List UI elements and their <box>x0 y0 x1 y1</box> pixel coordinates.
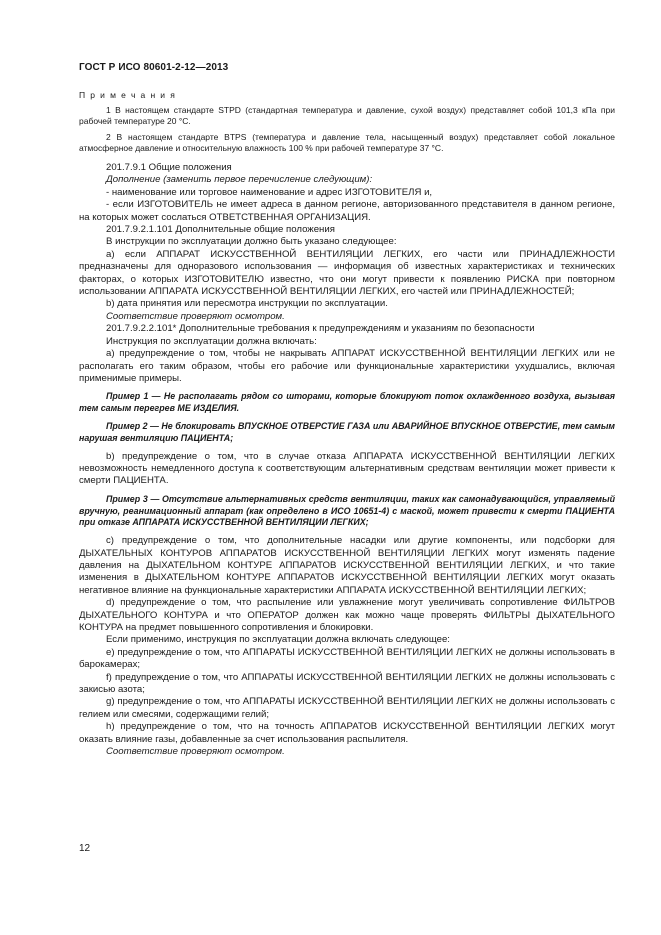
item-h-nebulizer-gases: h) предупреждение о том, что на точность АППАРАТОВ ИСКУССТВЕННОЙ ВЕНТИЛЯЦИИ ЛЕГКИХ могут оказать влияние газы, добавленные за счет использования распылителя. <box>79 721 615 745</box>
item-f-nitrous-oxide: f) предупреждение о том, что АППАРАТЫ ИСКУССТВЕННОЙ ВЕНТИЛЯЦИИ ЛЕГКИХ не должны использовать с закисью азота; <box>79 671 615 695</box>
instruction-intro: В инструкции по эксплуатации должно быть указано следующее: <box>106 236 397 248</box>
item-d-nebulization-warning: d) предупреждение о том, что распыление или увлажнение могут увеличивать сопротивление ФИЛЬТРОВ ДЫХАТЕЛЬНОГО КОНТУРА и что ОПЕРАТОР должен как можно чаще проверять ФИЛЬТРЫ ДЫХАТЕЛЬНОГО КОНТУРА на предмет повышенного сопротивления и блокировки. <box>79 597 615 633</box>
item-b-failure-warning: b) предупреждение о том, что в случае отказа АППАРАТА ИСКУССТВЕННОЙ ВЕНТИЛЯЦИИ ЛЕГКИХ невозможность немедленного доступа к соответствующим альтернативным средствам вентиляции может привести к смерти ПАЦИЕНТА. <box>79 450 615 487</box>
page-number: 12 <box>79 843 91 854</box>
item-g-helium: g) предупреждение о том, что АППАРАТЫ ИСКУССТВЕННОЙ ВЕНТИЛЯЦИИ ЛЕГКИХ не должны использовать с гелием или смесями, содержащими гелий; <box>79 696 615 720</box>
standard-header: ГОСТ Р ИСО 80601-2-12—2013 <box>79 62 229 73</box>
page-content <box>79 90 615 758</box>
note-1: 1 В настоящем стандарте STPD (стандартная температура и давление, сухой воздух) представляет собой 101,3 кПа при рабочей температуре 20 °С. <box>79 105 615 127</box>
item-b-date: b) дата принятия или пересмотра инструкции по эксплуатации. <box>106 298 388 310</box>
example-1: Пример 1 — Не располагать рядом со шторами, которые блокируют поток охлажденного воздуха, вызывая тем самым перегрев МЕ ИЗДЕЛИЯ. <box>79 391 615 414</box>
list-authorized-rep: - если ИЗГОТОВИТЕЛЬ не имеет адреса в данном регионе, авторизованного представителя в данном регионе, на которых может сослаться ОТВЕТСТВЕННАЯ ОРГАНИЗАЦИЯ. <box>79 199 615 223</box>
item-e-hyperbaric: e) предупреждение о том, что АППАРАТЫ ИСКУССТВЕННОЙ ВЕНТИЛЯЦИИ ЛЕГКИХ не должны использовать в барокамерах; <box>79 646 615 671</box>
example-3: Пример 3 — Отсутствие альтернативных средств вентиляции, таких как самонадувающийся, управляемый вручную, реанимационный аппарат (как определено в ИСО 10651-4) с маской, может привести к смерти ПАЦИЕНТА при отказе АППАРАТА ИСКУССТВЕННОЙ ВЕНТИЛЯЦИИ ЛЕГКИХ; <box>79 493 615 528</box>
instruction-must-include: Инструкция по эксплуатации должна включать: <box>106 335 317 347</box>
item-a-single-use: a) если АППАРАТ ИСКУССТВЕННОЙ ВЕНТИЛЯЦИИ ЛЕГКИХ, его части или ПРИНАДЛЕЖНОСТИ предназначены для одноразового использования — информация об известных характеристиках и технических факторах, о которых ИЗГОТОВИТЕЛЮ известно, что они могут привести к появлению РИСКА при повторном использовании АППАРАТА ИСКУССТВЕННОЙ ВЕНТИЛЯЦИИ ЛЕГКИХ, его частей или ПРИНАДЛЕЖНОСТЕЙ; <box>79 248 615 298</box>
clause-201-7-9-2-2-101: 201.7.9.2.2.101* Дополнительные требования к предупреждениям и указаниям по безопасности <box>106 323 535 335</box>
addition-note: Дополнение (заменить первое перечисление следующим): <box>106 174 373 186</box>
if-applicable-intro: Если применимо, инструкция по эксплуатации должна включать следующее: <box>106 634 450 646</box>
clause-201-7-9-1: 201.7.9.1 Общие положения <box>106 162 232 174</box>
compliance-check-1: Соответствие проверяют осмотром. <box>106 310 285 322</box>
notes-title: П р и м е ч а н и я <box>79 90 177 100</box>
compliance-check-2: Соответствие проверяют осмотром. <box>106 746 285 758</box>
item-c-attachments-warning: c) предупреждение о том, что дополнительные насадки или другие компоненты, или подсборки для ДЫХАТЕЛЬНЫХ КОНТУРОВ АППАРАТОВ ИСКУССТВЕННОЙ ВЕНТИЛЯЦИИ ЛЕГКИХ могут изменять падение давления на ДЫХАТЕЛЬНОМ КОНТУРЕ АППАРАТОВ ИСКУССТВЕННОЙ ВЕНТИЛЯЦИИ ЛЕГКИХ, и что такие изменения в ДЫХАТЕЛЬНОМ КОНТУРЕ АППАРАТОВ ИСКУССТВЕННОЙ ВЕНТИЛЯЦИИ ЛЕГКИХ могут оказать негативное влияние на функциональные характеристики АППАРАТА ИСКУССТВЕННОЙ ВЕНТИЛЯЦИИ ЛЕГКИХ; <box>79 535 615 596</box>
clause-201-7-9-2-1-101: 201.7.9.2.1.101 Дополнительные общие положения <box>106 224 335 236</box>
list-manufacturer-name: - наименование или торговое наименование и адрес ИЗГОТОВИТЕЛЯ и, <box>106 186 433 198</box>
note-2: 2 В настоящем стандарте BTPS (температура и давление тела, насыщенный воздух) представляет собой локальное атмосферное давление и относительную влажность 100 % при рабочей температуре 37 °С. <box>79 131 615 153</box>
example-2: Пример 2 — Не блокировать ВПУСКНОЕ ОТВЕРСТИЕ ГАЗА или АВАРИЙНОЕ ВПУСКНОЕ ОТВЕРСТИЕ, тем самым нарушая вентиляцию ПАЦИЕНТА; <box>79 420 615 443</box>
item-a-cover-warning: a) предупреждение о том, чтобы не накрывать АППАРАТ ИСКУССТВЕННОЙ ВЕНТИЛЯЦИИ ЛЕГКИХ или не располагать его таким образом, чтобы его рабочие или функциональные характеристики ухудшались, включая применимые примеры. <box>79 348 615 384</box>
